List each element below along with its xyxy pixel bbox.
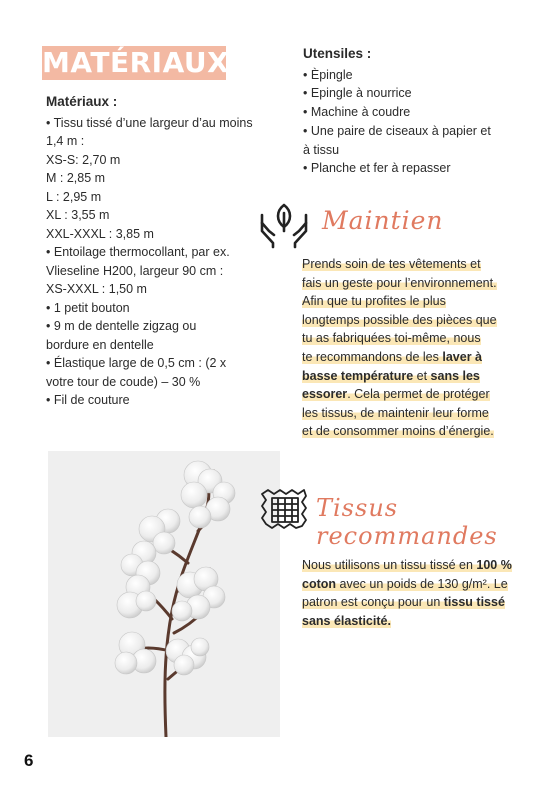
materials-heading: Matériaux : <box>46 94 118 109</box>
tools-heading: Utensiles : <box>303 46 372 61</box>
fabric-paragraph: Nous utilisons un tissu tissé en 100 % coton avec un poids de 130 g/m². Le patron est conçu pour un tissu tissé sans élasticité. <box>302 558 512 628</box>
section-banner: MATÉRIAUX <box>42 46 230 79</box>
size-l: L : 2,95 m <box>46 189 102 204</box>
size-xxl-xxxl: XXL-XXXL : 3,85 m <box>46 226 154 241</box>
cotton-branch-photo <box>48 451 280 737</box>
size-m: M : 2,85 m <box>46 171 106 185</box>
list-item: • Planche et fer à repasser <box>303 159 528 178</box>
list-item-cont: bordure en dentelle <box>46 337 154 352</box>
tools-list <box>303 45 528 178</box>
list-item: • Èpingle <box>303 66 528 85</box>
materials-list <box>46 93 276 410</box>
hands-leaf-icon <box>259 201 309 249</box>
list-item: • Entoilage thermocollant, par ex. <box>46 243 276 262</box>
list-item: • Machine à coudre <box>303 103 528 122</box>
list-item: • Fil de couture <box>46 391 276 410</box>
list-item-cont: 1,4 m : <box>46 134 85 148</box>
list-item: • Élastique large de 0,5 cm : (2 x <box>46 354 276 373</box>
list-item: • Tissu tissé d’une largeur d’au moins <box>46 114 276 133</box>
list-item: • Epingle à nourrice <box>303 84 528 103</box>
list-item: • 9 m de dentelle zigzag ou <box>46 317 276 336</box>
page-number: 6 <box>24 751 34 770</box>
fabric-swatch-icon <box>258 486 310 532</box>
list-item-cont: XS-XXXL : 1,50 m <box>46 282 147 296</box>
size-xl: XL : 3,55 m <box>46 208 110 222</box>
list-item-cont: Vlieseline H200, largeur 90 cm : <box>46 263 224 278</box>
care-paragraph: Prends soin de tes vêtements et fais un geste pour l’environnement. Afin que tu profites le plus longtemps possible des pièces que tu as fabriquées toi-même, nous te recommandons de les laver à basse température et sans les essorer. Cela permet de protéger les tissus, de maintenir leur forme et de consommer moins d’énergie. <box>302 257 497 439</box>
list-item-cont: votre tour de coude) – 30 % <box>46 374 201 389</box>
fabric-title: Tissus recommandes <box>316 494 498 550</box>
care-title: Maintien <box>322 206 444 235</box>
list-item: • 1 petit bouton <box>46 299 276 318</box>
list-item: • Une paire de ciseaux à papier et <box>303 122 528 141</box>
size-xs-s: XS-S: 2,70 m <box>46 152 121 167</box>
list-item-cont: à tissu <box>303 142 340 157</box>
